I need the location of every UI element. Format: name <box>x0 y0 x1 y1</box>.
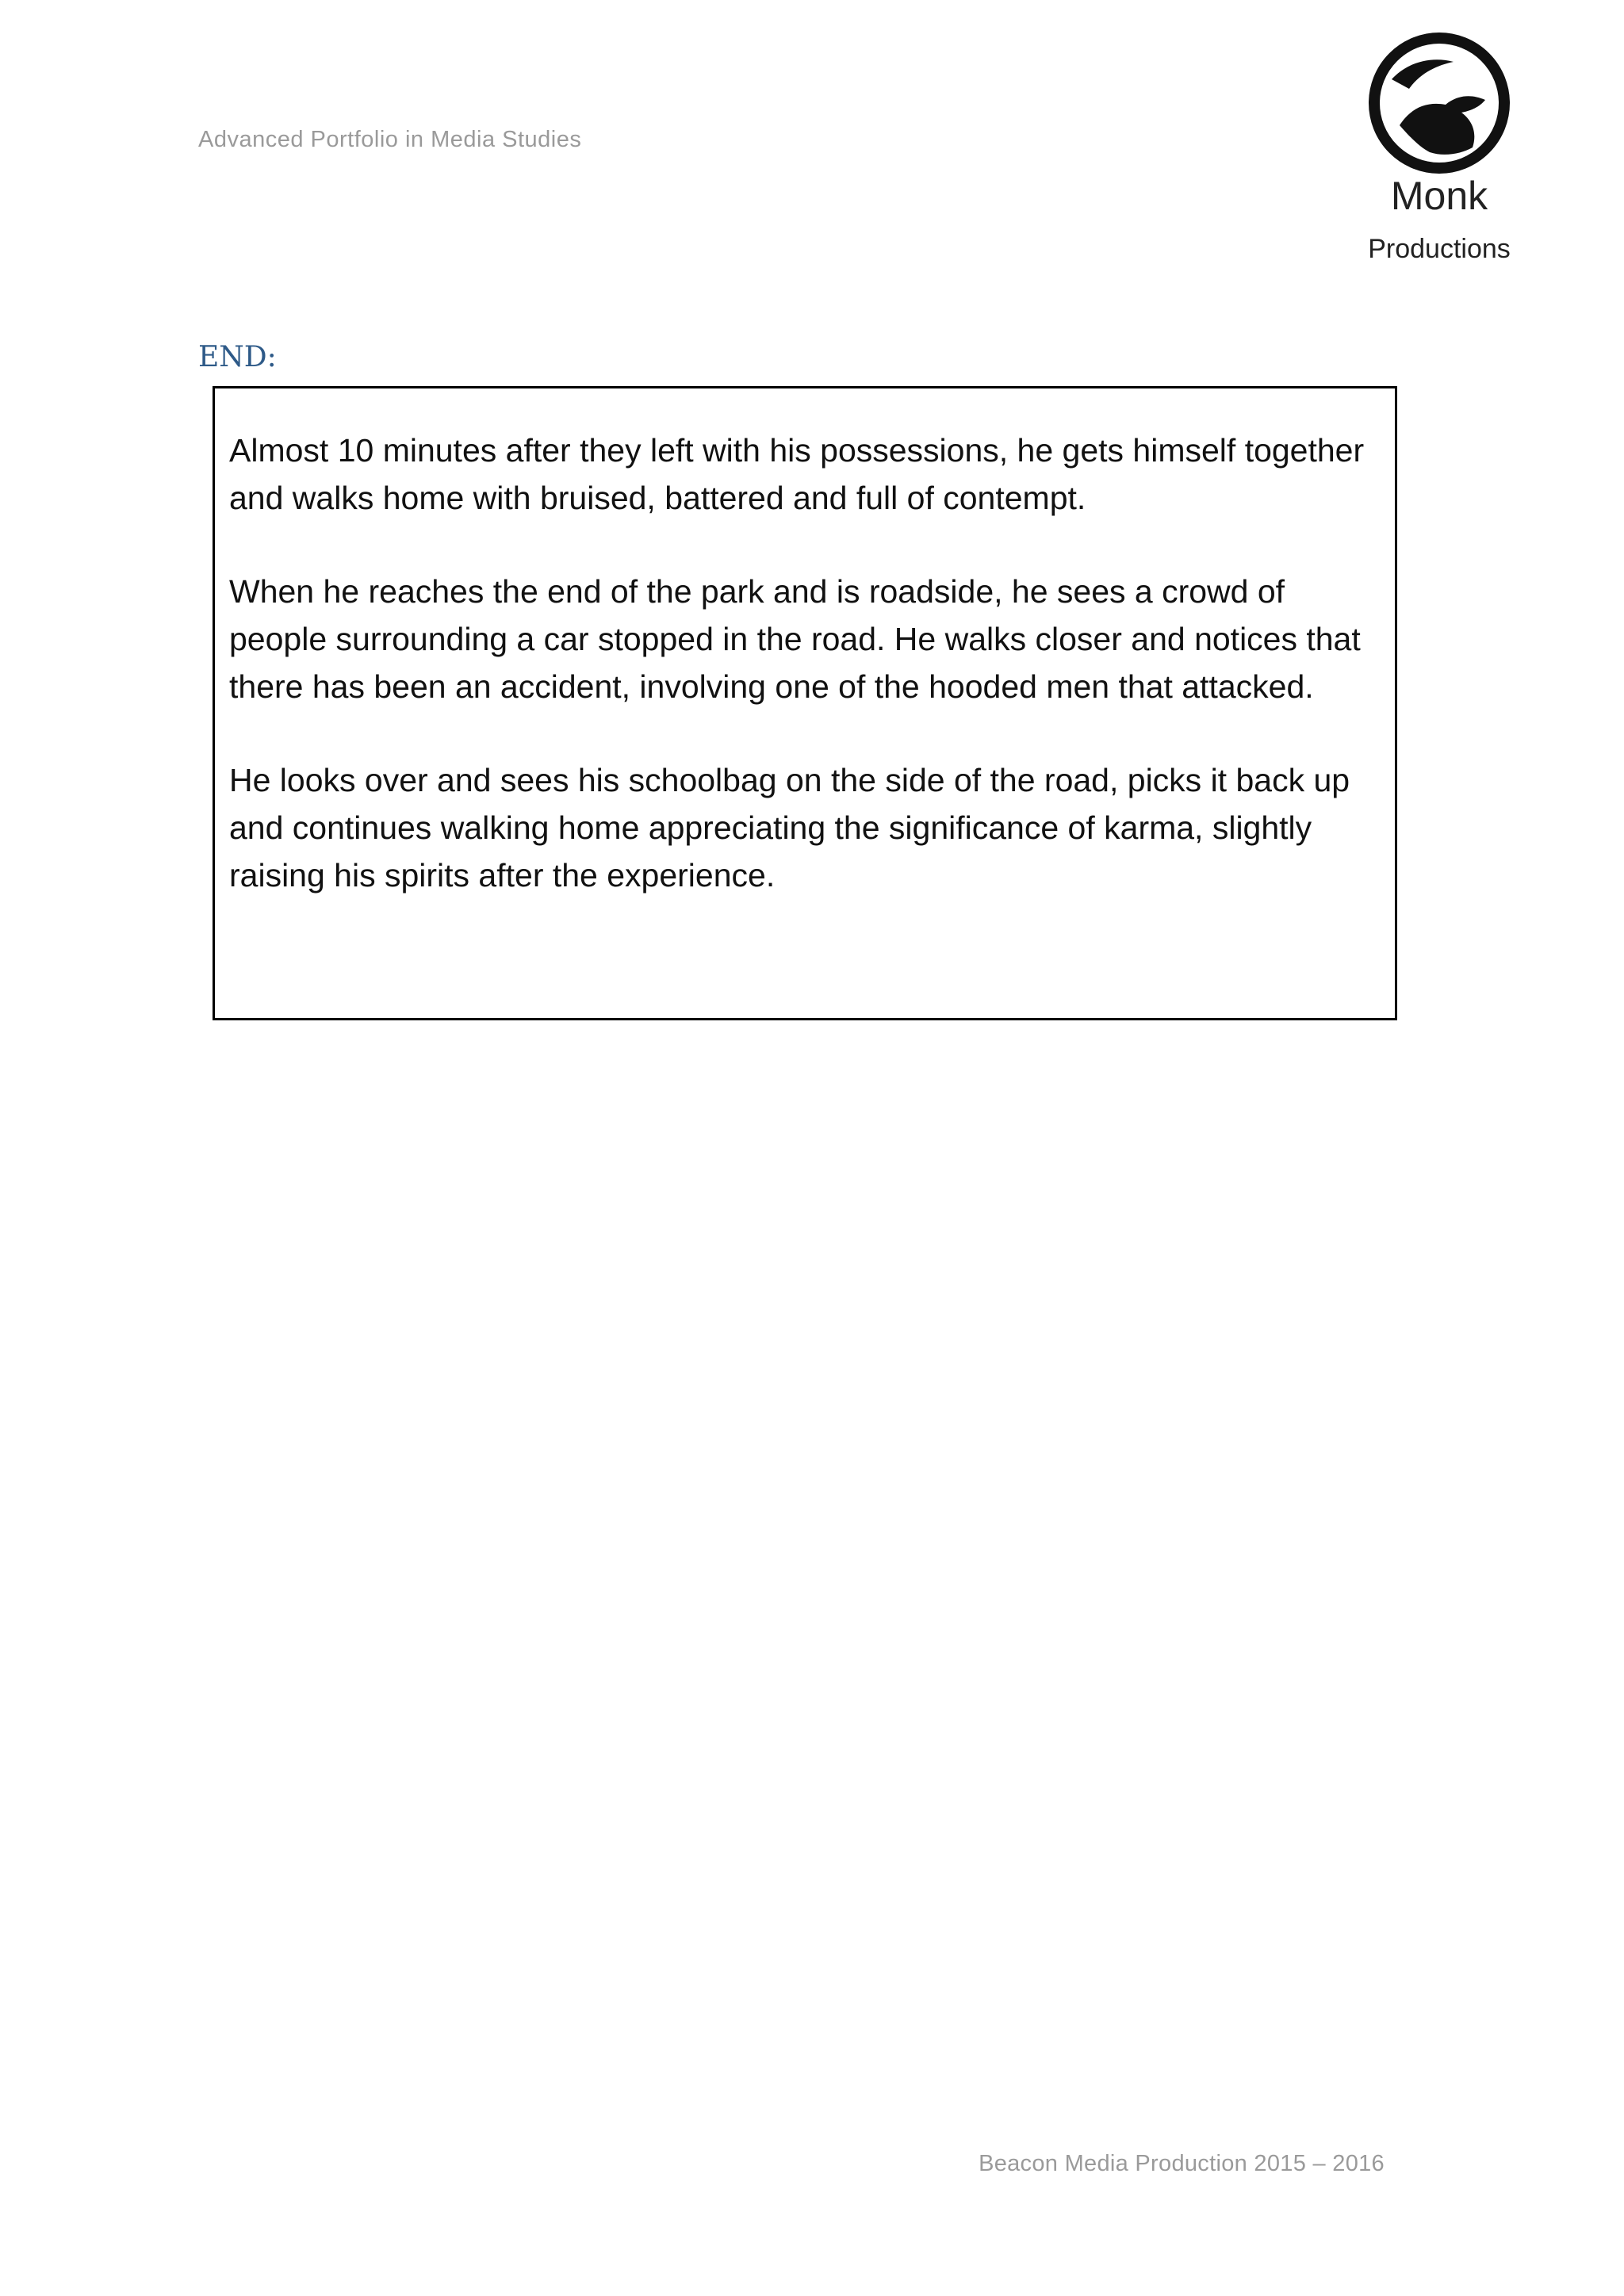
monk-productions-logo-icon <box>1368 32 1511 174</box>
logo-name: Monk <box>1390 174 1488 218</box>
story-text-box <box>213 386 1397 1020</box>
logo-subtitle: Productions <box>1368 234 1511 264</box>
running-header: Advanced Portfolio in Media Studies <box>198 127 582 152</box>
story-paragraph: Almost 10 minutes after they left with his possessions, he gets himself together and walks home with bruised, battered and full of contempt. <box>229 432 1365 516</box>
story-paragraph: He looks over and sees his schoolbag on the side of the road, picks it back up and continues walking home appreciating the significance of karma, slightly raising his spirits after the experience. <box>229 762 1350 894</box>
company-logo <box>1348 32 1530 277</box>
running-footer: Beacon Media Production 2015 – 2016 <box>979 2151 1385 2176</box>
story-paragraph: When he reaches the end of the park and is roadside, he sees a crowd of people surrounding a car stopped in the road. He walks closer and notices that there has been an accident, involving one of the hooded men that attacked. <box>229 573 1361 705</box>
section-heading: END: <box>198 341 277 373</box>
